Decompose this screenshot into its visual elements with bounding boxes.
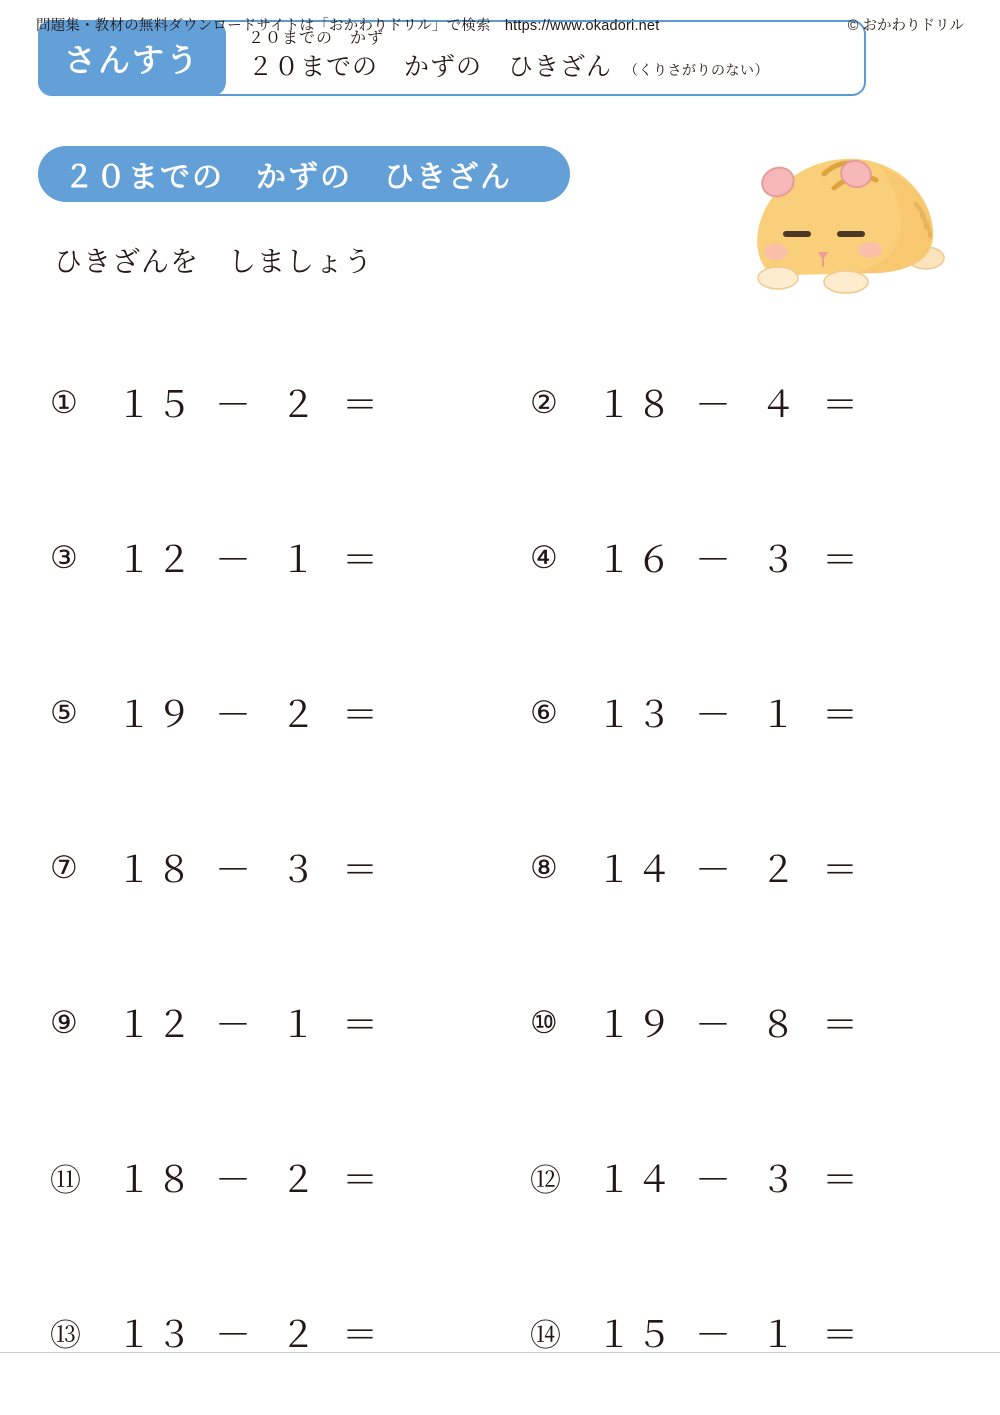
problem-operand-b: １ [759,694,796,735]
problem-operand-b: ８ [759,1004,796,1045]
problem-operand-a: １８ [115,849,196,890]
problem-operand-a: １４ [595,849,676,890]
problem-equals: ＝ [821,1314,858,1355]
problem-number: ⑭ [530,1318,561,1353]
header-text-block [248,28,848,87]
problem-equals: ＝ [821,1159,858,1200]
problem-item [50,1100,530,1255]
page-footer [0,1352,1000,1365]
problem-number: ⑫ [530,1163,561,1198]
problem-operand-b: １ [279,539,316,580]
problem-operand-b: ３ [759,539,796,580]
instruction-text: ひきざんを しましょう [54,246,374,277]
problem-operand-a: １９ [595,1004,676,1045]
problem-item [50,480,530,635]
problem-operand-b: ２ [759,849,796,890]
problem-item [50,1255,530,1410]
problem-operand-b: ２ [279,1159,316,1200]
problem-operand-b: ２ [279,384,316,425]
problem-operand-a: １２ [115,539,196,580]
problem-number: ⑪ [50,1163,81,1198]
hamster-illustration [730,130,960,310]
header-subtitle: ２０までの かず [248,30,385,47]
header-title: ２０までの かずの ひきざん [248,53,613,81]
problem-equals: ＝ [821,539,858,580]
problem-operand-a: １９ [115,694,196,735]
problem-item [50,325,530,480]
problem-equals: ＝ [341,384,378,425]
problem-item [50,635,530,790]
problem-item [530,635,950,790]
problem-operand-b: １ [759,1314,796,1355]
problem-operand-b: ３ [759,1159,796,1200]
problem-number: ④ [530,539,558,575]
problem-operator: － [214,1159,251,1200]
problem-operand-a: １３ [595,694,676,735]
worksheet-title: ２０までの かずの ひきざん [38,146,570,202]
problem-equals: ＝ [821,849,858,890]
problem-equals: ＝ [341,849,378,890]
footer-note: 問題集・教材の無料ダウンロードサイトは「おかわりドリル」で検索 [36,18,491,34]
problem-operand-b: ４ [759,384,796,425]
problem-operator: － [214,1314,251,1355]
problem-equals: ＝ [341,694,378,735]
problem-number: ⑨ [50,1004,78,1040]
problem-operator: － [214,539,251,580]
problem-operand-b: ２ [279,694,316,735]
problem-grid [50,325,950,1410]
problem-operand-a: １３ [115,1314,196,1355]
problem-equals: ＝ [341,539,378,580]
problem-item [50,790,530,945]
problem-equals: ＝ [821,1004,858,1045]
footer-copyright: © おかわりドリル [847,18,964,34]
problem-number: ③ [50,539,78,575]
footer-left-text [36,14,659,35]
problem-number: ② [530,384,558,420]
problem-operand-a: １８ [115,1159,196,1200]
problem-item [530,1100,950,1255]
problem-number: ⑤ [50,694,78,730]
problem-operator: － [694,1314,731,1355]
problem-item [50,945,530,1100]
problem-operand-a: １５ [115,384,196,425]
problem-item [530,1255,950,1410]
problem-operand-a: １２ [115,1004,196,1045]
problem-equals: ＝ [821,384,858,425]
problem-operand-b: ３ [279,849,316,890]
problem-operator: － [214,1004,251,1045]
problem-number: ① [50,384,78,420]
problem-operator: － [214,694,251,735]
problem-operator: － [694,1159,731,1200]
problem-operator: － [694,1004,731,1045]
problem-number: ⑩ [530,1004,558,1040]
problem-item [530,790,950,945]
problem-item [530,945,950,1100]
problem-operand-a: １６ [595,539,676,580]
problem-operand-a: １８ [595,384,676,425]
problem-equals: ＝ [341,1004,378,1045]
problem-operator: － [694,384,731,425]
problem-operand-a: １５ [595,1314,676,1355]
problem-number: ⑦ [50,849,78,885]
subject-badge: さんすう [38,20,226,96]
problem-operand-a: １４ [595,1159,676,1200]
header-title-row [248,50,848,87]
problem-item [530,325,950,480]
problem-operand-b: １ [279,1004,316,1045]
problem-operator: － [694,694,731,735]
problem-operator: － [694,849,731,890]
footer-url[interactable]: https://www.okadori.net [504,18,660,34]
header-note: （くりさがりのない） [624,62,770,78]
problem-number: ⑧ [530,849,558,885]
problem-equals: ＝ [341,1159,378,1200]
problem-operator: － [694,539,731,580]
problem-number: ⑬ [50,1318,81,1353]
problem-equals: ＝ [341,1314,378,1355]
problem-operator: － [214,849,251,890]
problem-operator: － [214,384,251,425]
problem-number: ⑥ [530,694,558,730]
problem-item [530,480,950,635]
problem-equals: ＝ [821,694,858,735]
problem-operand-b: ２ [279,1314,316,1355]
